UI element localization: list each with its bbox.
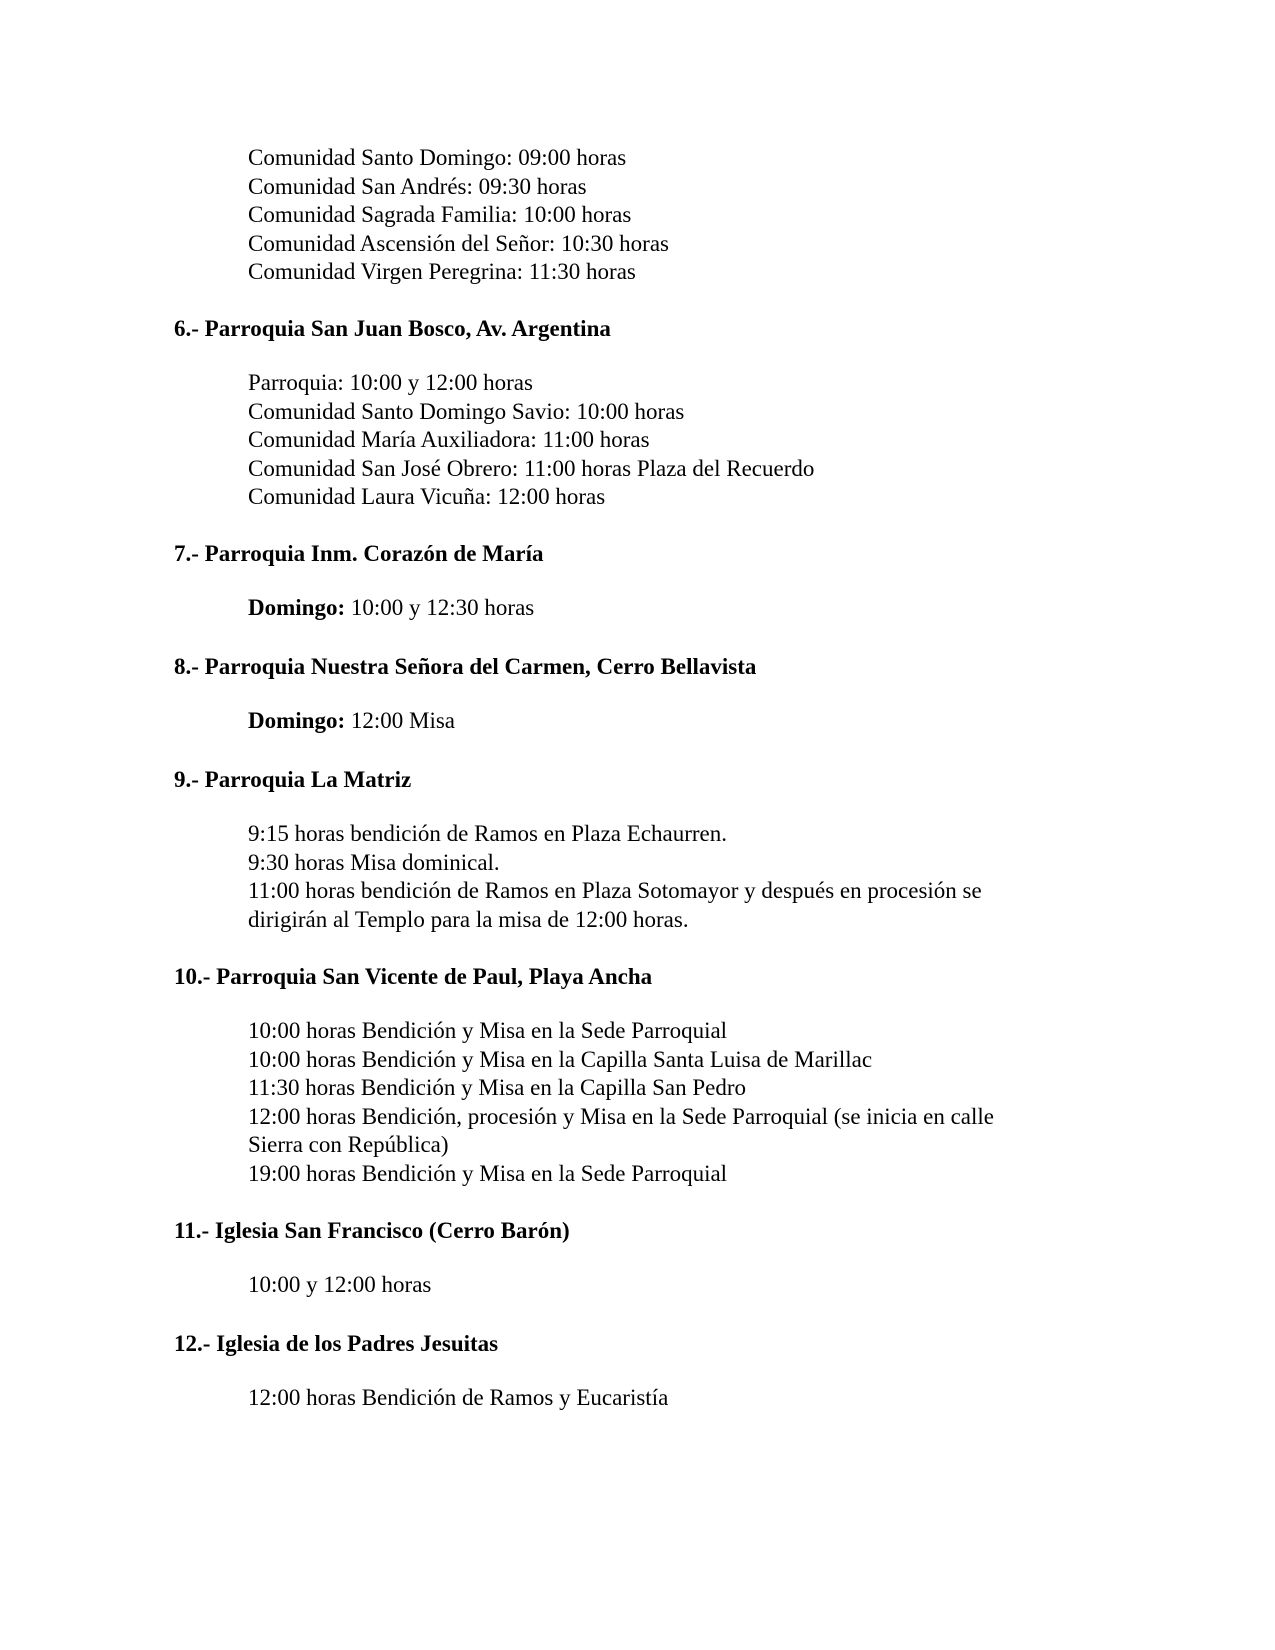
schedule-line: Comunidad Laura Vicuña: 12:00 horas: [248, 484, 606, 509]
section-heading-10: 10.- Parroquia San Vicente de Paul, Playa Ancha: [174, 964, 653, 989]
day-label: Domingo:: [248, 595, 346, 620]
schedule-line: dirigirán al Templo para la misa de 12:00 horas.: [248, 906, 689, 932]
section-10-schedule: [248, 1017, 994, 1188]
section-11-schedule: [248, 1271, 431, 1300]
schedule-line: Parroquia: 10:00 y 12:00 horas: [248, 370, 533, 395]
schedule-value: 10:00 y 12:30 horas: [345, 595, 535, 620]
section-6-schedule: [248, 369, 814, 512]
schedule-line: Comunidad San Andrés: 09:30 horas: [248, 173, 587, 199]
section-12-schedule: [248, 1384, 668, 1413]
schedule-line: 12:00 horas Bendición de Ramos y Eucaristía: [248, 1385, 669, 1410]
schedule-line: Comunidad Santo Domingo Savio: 10:00 horas: [248, 398, 685, 424]
section-heading-9: 9.- Parroquia La Matriz: [174, 767, 412, 792]
section-heading-8: 8.- Parroquia Nuestra Señora del Carmen, Cerro Bellavista: [174, 654, 757, 679]
schedule-line: 10:00 y 12:00 horas: [248, 1272, 432, 1297]
schedule-line: Comunidad Sagrada Familia: 10:00 horas: [248, 202, 632, 227]
intro-schedule: [248, 144, 669, 287]
schedule-line: 12:00 horas Bendición, procesión y Misa en la Sede Parroquial (se inicia en calle: [248, 1103, 995, 1129]
section-heading-6: 6.- Parroquia San Juan Bosco, Av. Argentina: [174, 316, 611, 341]
schedule-line: 9:15 horas bendición de Ramos en Plaza Echaurren.: [248, 821, 728, 846]
section-heading-12: 12.- Iglesia de los Padres Jesuitas: [174, 1331, 499, 1356]
schedule-line: 11:00 horas bendición de Ramos en Plaza Sotomayor y después en procesión se: [248, 878, 982, 903]
section-heading-11: 11.- Iglesia San Francisco (Cerro Barón): [174, 1218, 570, 1243]
schedule-line: [248, 594, 534, 623]
section-heading-7: 7.- Parroquia Inm. Corazón de María: [174, 541, 544, 566]
schedule-line: 11:30 horas Bendición y Misa en la Capilla San Pedro: [248, 1075, 747, 1100]
schedule-line: Comunidad Virgen Peregrina: 11:30 horas: [248, 259, 636, 284]
schedule-line: [248, 707, 455, 736]
schedule-value: 12:00 Misa: [345, 708, 456, 733]
schedule-line: Comunidad Santo Domingo: 09:00 horas: [248, 145, 627, 170]
schedule-line: Comunidad María Auxiliadora: 11:00 horas: [248, 427, 650, 452]
schedule-line: 9:30 horas Misa dominical.: [248, 849, 500, 875]
schedule-line: Sierra con República): [248, 1132, 449, 1157]
schedule-line: 10:00 horas Bendición y Misa en la Capilla Santa Luisa de Marillac: [248, 1046, 873, 1072]
day-label: Domingo:: [248, 708, 346, 733]
schedule-line: Comunidad San José Obrero: 11:00 horas Plaza del Recuerdo: [248, 455, 815, 481]
schedule-line: 10:00 horas Bendición y Misa en la Sede Parroquial: [248, 1018, 728, 1043]
section-7-schedule: [248, 594, 534, 623]
schedule-line: 19:00 horas Bendición y Misa en la Sede Parroquial: [248, 1160, 728, 1186]
schedule-line: Comunidad Ascensión del Señor: 10:30 horas: [248, 230, 669, 256]
section-8-schedule: [248, 707, 455, 736]
section-9-schedule: [248, 820, 982, 934]
